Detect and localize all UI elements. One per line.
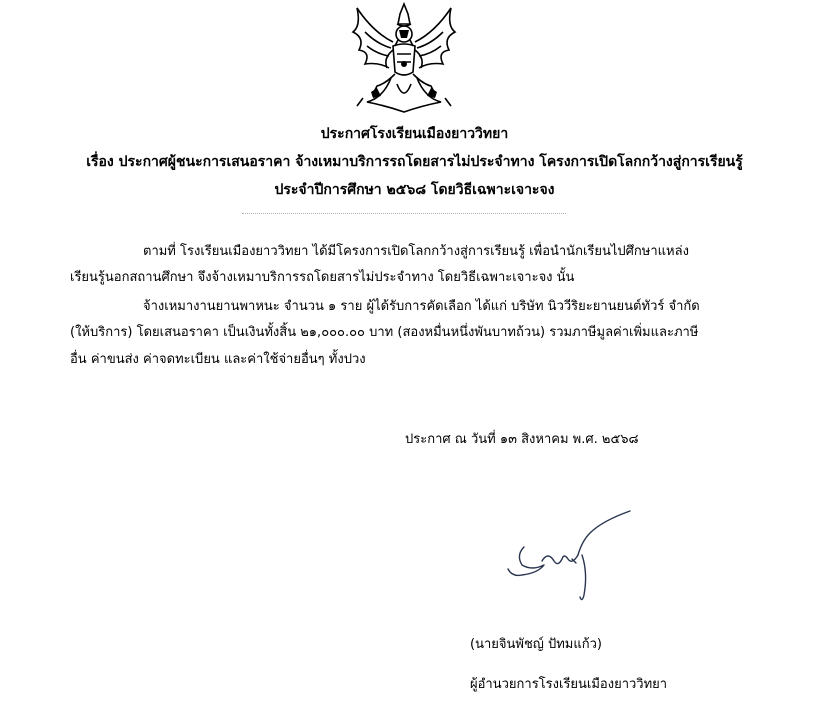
announcement-subject: เรื่อง ประกาศผู้ชนะการเสนอราคา จ้างเหมาบริการรถโดยสารไม่ประจำทาง โครงการเปิดโลกกว้างสู่การเรียนรู้	[86, 154, 743, 170]
announcement-subject-line2: ประจำปีการศึกษา ๒๕๖๘ โดยวิธีเฉพาะเจาะจง	[274, 182, 555, 198]
body-paragraph-1-line-1: ตามที่ โรงเรียนเมืองยาววิทยา ได้มีโครงการเปิดโลกกว้างสู่การเรียนรู้ เพื่อนำนักเรียนไปศึกษาแหล่ง	[143, 244, 689, 259]
body-paragraph-1-line-2: เรียนรู้นอกสถานศึกษา จึงจ้างเหมาบริการรถโดยสารไม่ประจำทาง โดยวิธีเฉพาะเจาะจง นั้น	[70, 270, 575, 285]
body-paragraph-2-line-1: จ้างเหมางานยานพาหนะ จำนวน ๑ ราย ผู้ได้รับการคัดเลือก ได้แก่ บริษัท นิววีริยะยานยนต์ทัวร์ จำกัด	[143, 299, 700, 314]
body-paragraph-2-line-3: อื่น ค่าขนส่ง ค่าจดทะเบียน และค่าใช้จ่ายอื่นๆ ทั้งปวง	[70, 352, 366, 367]
announcement-date: ประกาศ ณ วันที่ ๑๓ สิงหาคม พ.ศ. ๒๕๖๘	[405, 432, 639, 447]
handwritten-signature-icon	[502, 503, 642, 607]
body-paragraph-2-line-2: (ให้บริการ) โดยเสนอราคา เป็นเงินทั้งสิ้น ๒๑,๐๐๐.๐๐ บาท (สองหมื่นหนึ่งพันบาทถ้วน) รวมภาษีมูลค่าเพิ่มและภาษี	[70, 325, 699, 340]
signer-position: ผู้อำนวยการโรงเรียนเมืองยาววิทยา	[470, 677, 668, 692]
title-divider	[242, 213, 566, 214]
announcement-title: ประกาศโรงเรียนเมืองยาววิทยา	[320, 126, 509, 142]
signer-name: (นายจินพัชญ์ ปัทมแก้ว)	[470, 637, 602, 652]
garuda-emblem-icon	[343, 2, 465, 116]
